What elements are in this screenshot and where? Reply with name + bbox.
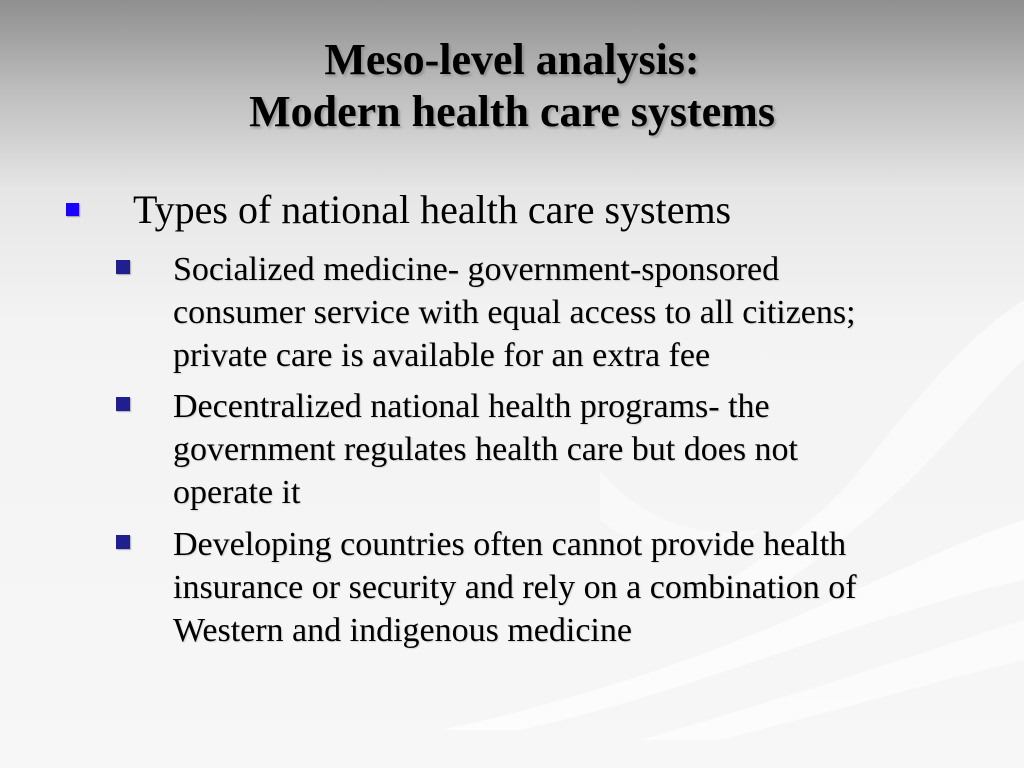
subbullet-text-line: government regulates health care but does not — [173, 431, 798, 468]
bullet-item-health-care-system-types — [0, 186, 1024, 236]
subbullet-text-line: Socialized medicine- government-sponsored — [173, 251, 780, 288]
subbullet-text-line: Developing countries often cannot provide health — [173, 526, 847, 563]
subbullet-text — [173, 523, 973, 652]
slide-title-line-1: Meso-level analysis: — [324, 35, 700, 84]
subbullet-text-line: Western and indigenous medicine — [173, 612, 632, 649]
subbullet-text-line: operate it — [173, 474, 301, 511]
subbullet-text — [173, 385, 973, 514]
slide-title — [0, 34, 1024, 138]
slide-title-line-2: Modern health care systems — [249, 87, 775, 136]
subbullet-text-line: private care is available for an extra fee — [173, 337, 711, 374]
square-bullet-icon — [116, 535, 130, 549]
subbullet-text-line: insurance or security and rely on a combination of — [173, 569, 857, 606]
subbullet-text-line: Decentralized national health programs- the — [173, 388, 770, 425]
square-bullet-icon — [116, 260, 130, 274]
square-bullet-icon — [116, 397, 130, 411]
subbullet-text-line: consumer service with equal access to all citizens; — [173, 294, 856, 331]
subbullet-text — [173, 248, 973, 377]
bullet-text: Types of national health care systems — [133, 187, 732, 232]
square-bullet-icon — [66, 203, 79, 216]
